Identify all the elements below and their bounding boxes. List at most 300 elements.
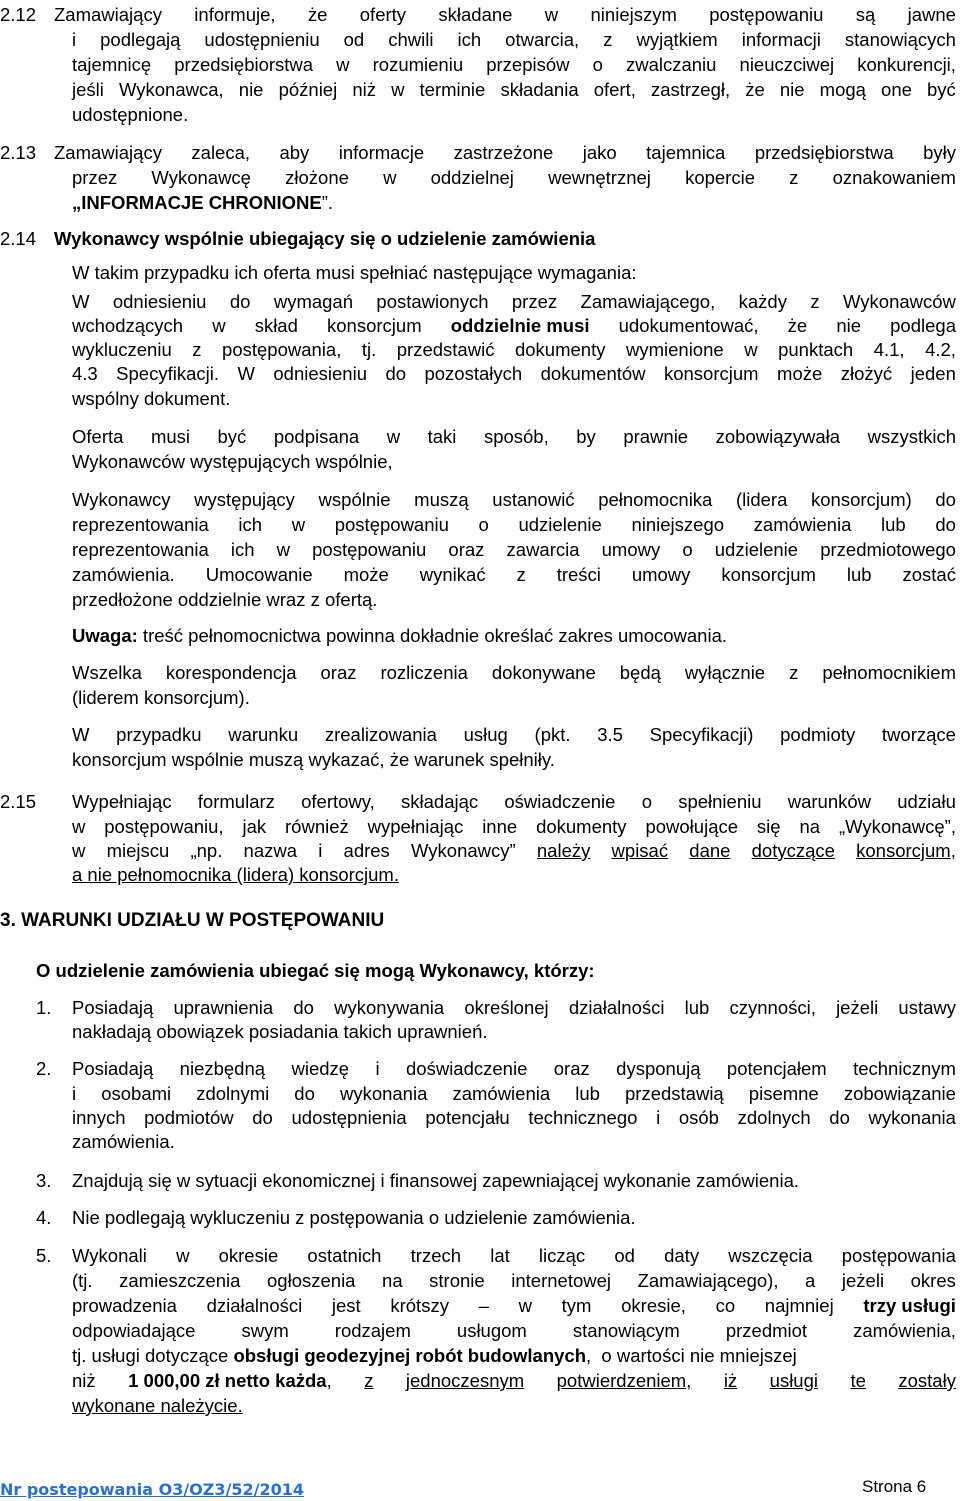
s214-p3-line-1	[72, 487, 956, 512]
word: umowy	[601, 539, 661, 560]
word: Wykonawcy”	[411, 840, 516, 861]
s213-line-1	[54, 140, 956, 165]
word: od	[343, 29, 365, 50]
item-5-line-4	[72, 1318, 956, 1343]
word: Posiadają	[72, 1058, 154, 1079]
uwaga-label: Uwaga:	[72, 625, 138, 646]
word: do	[385, 363, 407, 384]
word: skład	[254, 315, 298, 336]
word: przez	[72, 167, 118, 188]
word: zostały	[898, 1370, 956, 1391]
word: mogą	[819, 79, 866, 100]
word: ofert,	[593, 79, 636, 100]
item-3-line-1: Znajdują się w sytuacji ekonomicznej i finansowej zapewniającej wykonanie zamówienia.	[72, 1170, 800, 1191]
word: odpowiadające	[72, 1320, 196, 1341]
word: spełnieniu	[678, 791, 762, 812]
word: każdy	[738, 291, 787, 312]
item-2-line-2	[72, 1081, 956, 1106]
word: konsorcjum	[327, 315, 422, 336]
word: w	[391, 79, 405, 100]
word: wyłącznie	[684, 662, 766, 683]
word: przypadku	[116, 724, 202, 745]
word: będą	[619, 662, 661, 683]
item-5-line-7: wykonane należycie.	[72, 1395, 243, 1416]
word: wszystkich	[867, 426, 956, 447]
word: zamówienia.	[72, 564, 175, 585]
s212-line-3	[72, 52, 956, 77]
s214-p4-line-1	[72, 660, 956, 685]
word: tajemnicę	[72, 54, 152, 75]
word: Specyfikacji.	[116, 363, 219, 384]
word: z	[192, 339, 202, 360]
word: (pkt.	[534, 724, 571, 745]
s214-p4-line-2: (liderem konsorcjum).	[72, 687, 250, 708]
s214-p3-line-5: przedłożone oddzielnie wraz z ofertą.	[72, 589, 378, 610]
word: postępowaniu	[334, 514, 449, 535]
word: z	[364, 1370, 374, 1391]
word: Specyfikacji)	[649, 724, 754, 745]
word: oddzielnej	[430, 167, 514, 188]
word: do	[252, 1107, 273, 1128]
word: oznakowaniem	[832, 167, 956, 188]
word: wykonania	[339, 1083, 428, 1104]
word: 3.5	[597, 724, 623, 745]
word: reprezentowania	[72, 539, 209, 560]
word: jeżeli	[836, 997, 879, 1018]
item-2-line-4: zamówienia.	[72, 1131, 175, 1152]
word: krótszy	[390, 1295, 449, 1316]
word: one	[881, 79, 912, 100]
word: oraz	[320, 662, 357, 683]
word: Zamawiającego),	[637, 1270, 779, 1291]
word: stanowiącym	[572, 1320, 680, 1341]
item-4-number: 4.	[36, 1207, 52, 1228]
s214-p2-line-1	[72, 424, 956, 449]
word: udostępnienia	[291, 1107, 407, 1128]
word: ich	[238, 514, 263, 535]
section-number-2-13: 2.13	[0, 142, 37, 163]
word: tj.	[361, 339, 377, 360]
item-2-line-1	[72, 1056, 956, 1081]
word: Wykonawcę	[151, 167, 251, 188]
word: do	[294, 1083, 315, 1104]
word: przedsiębiorstwa	[174, 54, 314, 75]
word: nie	[779, 79, 805, 100]
item-5-line-5: tj. usługi dotyczące obsługi geodezyjnej robót budowlanych, o wartości nie mniejszej	[72, 1345, 797, 1366]
word: przedmiotowego	[820, 539, 956, 560]
word: złożone	[285, 167, 349, 188]
word: tajemnica	[646, 142, 726, 163]
word: i	[375, 1058, 380, 1079]
item-5-line-6: niż 1 000,00 zł netto każda, z jednoczesnym potwierdzeniem, iż usługi te zostały	[72, 1370, 956, 1391]
word: ogłoszenia	[267, 1270, 356, 1291]
word: w	[544, 4, 559, 25]
word: że	[307, 4, 328, 25]
word: i	[72, 1083, 77, 1104]
word: do	[293, 997, 314, 1018]
item-1-number: 1.	[36, 997, 52, 1018]
s214-p3-line-4	[72, 562, 956, 587]
s214-p5-line-1	[72, 722, 956, 747]
word: złożyć	[840, 363, 893, 384]
word: trzech	[410, 1245, 462, 1266]
s214-p3-line-3	[72, 537, 956, 562]
word: zobowiązanie	[843, 1083, 956, 1104]
s212-line-1	[54, 2, 956, 27]
word: „np.	[190, 840, 223, 861]
word: 4.1,	[873, 339, 905, 360]
s214-p2-line-2: Wykonawców występujących wspólnie,	[72, 451, 393, 472]
word: być	[927, 79, 956, 100]
word: występujący	[194, 489, 295, 510]
word: potwierdzeniem,	[556, 1370, 692, 1391]
word: w	[744, 339, 758, 360]
word: może	[777, 363, 823, 384]
word: wszczęcia	[728, 1245, 813, 1266]
word: chwili	[388, 29, 434, 50]
word: potencjałem	[726, 1058, 827, 1079]
s214-title: Wykonawcy wspólnie ubiegający się o udzielenie zamówienia	[54, 228, 596, 249]
word: przepisów	[486, 54, 570, 75]
word: i	[72, 29, 77, 50]
word: o	[641, 791, 652, 812]
word: technicznego	[528, 1107, 638, 1128]
word: lat	[490, 1245, 510, 1266]
word: ustawy	[898, 997, 956, 1018]
s214-p1-line-2: wchodzących w skład konsorcjum oddzielnie musi udokumentować, że nie podlega	[72, 315, 956, 336]
section-3-subheading: O udzielenie zamówienia ubiegać się mogą Wykonawcy, którzy:	[36, 960, 595, 981]
word: zastrzeżone	[453, 142, 554, 163]
s214-uwaga: Uwaga: treść pełnomocnictwa powinna dokładnie określać zakres umocowania.	[72, 625, 728, 646]
word: (tj.	[72, 1270, 93, 1291]
word: prawnie	[623, 426, 689, 447]
s212-line-4	[72, 77, 956, 102]
word: muszą	[414, 489, 469, 510]
section-number-2-14: 2.14	[0, 228, 37, 249]
item-2-line-3	[72, 1105, 956, 1130]
word: w	[72, 840, 86, 861]
word: w	[72, 816, 86, 837]
word: udzielenie	[714, 539, 799, 560]
word: sposób,	[483, 426, 549, 447]
word: wiedzę	[291, 1058, 350, 1079]
word: formularz	[197, 791, 275, 812]
word: okresie	[218, 1245, 279, 1266]
s215-line-2	[72, 814, 956, 839]
word: ustanowić	[492, 489, 575, 510]
word: przedstawić	[396, 339, 495, 360]
word: o	[682, 539, 693, 560]
word: postępowania	[841, 1245, 956, 1266]
section-number-2-12: 2.12	[0, 4, 37, 25]
word: z	[810, 291, 820, 312]
word: do	[829, 1107, 850, 1128]
word: należy	[536, 840, 591, 861]
item-1-line-1	[72, 995, 956, 1020]
informacje-chronione-label: „INFORMACJE CHRONIONE	[72, 192, 322, 213]
word: być	[217, 426, 247, 447]
word: podmiotów	[144, 1107, 234, 1128]
footer-page-number: Strona 6	[862, 1477, 927, 1496]
word: otwarcia,	[505, 29, 580, 50]
item-1-line-2: nakładają obowiązek posiadania takich uprawnień.	[72, 1021, 488, 1042]
word: zdolnych	[737, 1107, 811, 1128]
word: przedstawią	[625, 1083, 724, 1104]
word: Zamawiający	[54, 142, 162, 163]
word: miejscu	[106, 840, 170, 861]
word: osób	[678, 1107, 719, 1128]
word: dokonywane	[491, 662, 596, 683]
s215-line-3	[72, 838, 956, 863]
word: zostać	[902, 564, 956, 585]
s214-p1-line-3	[72, 337, 956, 362]
word: pisemne	[748, 1083, 819, 1104]
word: zdolnymi	[196, 1083, 270, 1104]
word: do	[229, 291, 251, 312]
word: o	[592, 54, 603, 75]
word: „Wykonawcę”,	[838, 816, 956, 837]
word: niezbędną	[179, 1058, 266, 1079]
item-4-line-1: Nie podlegają wykluczeniu z postępowania o udzielenie zamówienia.	[72, 1207, 636, 1228]
word: wykluczeniu	[72, 339, 172, 360]
word: punktach	[778, 339, 854, 360]
word: a	[805, 1270, 816, 1291]
word: licząc	[538, 1245, 586, 1266]
word: udziału	[897, 791, 956, 812]
word: oświadczenie	[504, 791, 616, 812]
word: lub	[846, 564, 872, 585]
word: o	[478, 514, 489, 535]
s214-intro: W takim przypadku ich oferta musi spełniać następujące wymagania:	[72, 262, 637, 283]
word: Umocowanie	[205, 564, 313, 585]
word: że	[787, 315, 808, 336]
word: oraz	[553, 1058, 590, 1079]
word: konsorcjum,	[856, 840, 956, 861]
word: w	[383, 167, 397, 188]
word: wspólnie	[318, 489, 391, 510]
word: udzielenie	[518, 514, 602, 535]
s215-line-1	[72, 789, 956, 814]
word: podmioty	[780, 724, 856, 745]
word: co	[715, 1295, 736, 1316]
word: potencjału	[425, 1107, 510, 1128]
word: lub	[575, 1083, 600, 1104]
word: okres	[910, 1270, 956, 1291]
word: warunku	[228, 724, 299, 745]
word: ich	[457, 29, 482, 50]
word: pozostałych	[424, 363, 523, 384]
word: umowy	[631, 564, 691, 585]
word: zamieszczenia	[119, 1270, 241, 1291]
word: zawarcia	[506, 539, 580, 560]
word: ofertowy,	[301, 791, 375, 812]
word: z	[789, 167, 799, 188]
word: treści	[556, 564, 601, 585]
item-5-line-1	[72, 1243, 956, 1268]
section-number-2-15: 2.15	[0, 791, 37, 812]
word: niniejszego	[631, 514, 725, 535]
word: przez	[511, 291, 558, 312]
word: się	[756, 816, 781, 837]
word: wpisać	[611, 840, 669, 861]
word: zastrzegł,	[650, 79, 731, 100]
word: podlega	[890, 315, 956, 336]
word: wchodzących	[72, 315, 184, 336]
word: wymagań	[273, 291, 354, 312]
word: musi	[150, 426, 190, 447]
s212-line-2	[72, 27, 956, 52]
word: może	[343, 564, 389, 585]
word: w	[336, 54, 350, 75]
word: internetowej	[511, 1270, 612, 1291]
word: udokumentować,	[618, 315, 759, 336]
word: okresie,	[621, 1295, 686, 1316]
word: Wykonali	[72, 1245, 147, 1266]
s214-p1-line-4	[72, 361, 956, 386]
word: czynności,	[729, 997, 816, 1018]
word: są	[855, 4, 876, 25]
word: najmniej	[764, 1295, 834, 1316]
item-2-number: 2.	[36, 1058, 52, 1079]
word: W	[72, 291, 90, 312]
word: wewnętrznej	[548, 167, 651, 188]
word: inne	[482, 816, 518, 837]
word: podlegają	[100, 29, 181, 50]
word: technicznym	[853, 1058, 956, 1079]
word: informuje,	[194, 4, 276, 25]
word: w	[518, 1295, 532, 1316]
word: lub	[881, 514, 906, 535]
word: i	[656, 1107, 661, 1128]
word: korespondencja	[165, 662, 297, 683]
word: składane	[438, 4, 513, 25]
word: Wykonawców	[842, 291, 956, 312]
word: jeżeli	[841, 1270, 885, 1291]
word: z	[789, 662, 799, 683]
word: jeden	[910, 363, 956, 384]
word: stronie	[429, 1270, 485, 1291]
word: do	[935, 489, 956, 510]
word: prowadzenia	[72, 1295, 177, 1316]
word: Oferta	[72, 426, 124, 447]
s215-line-4: a nie pełnomocnika (lidera) konsorcjum.	[72, 864, 399, 885]
word: usługom	[456, 1320, 527, 1341]
word: dokumentów	[540, 363, 646, 384]
word: z	[516, 564, 526, 585]
word: konsorcjum	[663, 363, 759, 384]
word: w	[176, 1245, 190, 1266]
word: W	[72, 724, 90, 745]
word: dokumenty	[514, 339, 606, 360]
s214-p5-line-2: konsorcjum wspólnie muszą wykazać, że warunek spełniły.	[72, 749, 555, 770]
word: jeśli	[72, 79, 104, 100]
word: na	[382, 1270, 403, 1291]
word: –	[478, 1295, 489, 1316]
word: wypełniając	[367, 816, 464, 837]
word: wynikać	[419, 564, 486, 585]
word: nazwa	[243, 840, 298, 861]
word: usługi	[769, 1370, 818, 1391]
word: udostępnieniu	[204, 29, 320, 50]
word: taki	[427, 426, 457, 447]
word: Wykonawca,	[118, 79, 224, 100]
word: konsorcjum	[721, 564, 816, 585]
word: aby	[279, 142, 310, 163]
word: przedmiot	[725, 1320, 808, 1341]
word: adres	[343, 840, 390, 861]
word: ostatnich	[307, 1245, 382, 1266]
word: iż	[723, 1370, 738, 1391]
word: do	[935, 514, 956, 535]
s212-line-5: udostępnione.	[72, 104, 189, 125]
word: zamówienia	[753, 514, 852, 535]
word: działalności	[568, 997, 665, 1018]
word: doświadczenie	[406, 1058, 528, 1079]
s214-p1-line-5: wspólny dokument.	[72, 388, 231, 409]
word: Wszelka	[72, 662, 142, 683]
word: postępowaniu	[709, 4, 824, 25]
word: jednoczesnym	[405, 1370, 525, 1391]
word: przedsiębiorstwa	[754, 142, 894, 163]
word: powołujące	[645, 816, 739, 837]
word: rozliczenia	[380, 662, 468, 683]
word: rozumieniu	[372, 54, 464, 75]
word: nie	[836, 315, 862, 336]
word: że	[745, 79, 765, 100]
word: jak	[242, 816, 267, 837]
word: kopercie	[685, 167, 755, 188]
word: jako	[582, 142, 617, 163]
word: 4.2,	[925, 339, 956, 360]
word: i	[318, 840, 323, 861]
section-3-heading: 3. WARUNKI UDZIAŁU W POSTĘPOWANIU	[0, 910, 385, 931]
word: tym	[561, 1295, 592, 1316]
word: w	[386, 426, 401, 447]
word: wykonania	[868, 1107, 956, 1128]
word: pełnomocnikiem	[822, 662, 956, 683]
word: w	[276, 539, 291, 560]
word: postępowaniu,	[104, 816, 224, 837]
item-5-line-3: prowadzenia działalności jest krótszy – w tym okresie, co najmniej trzy usługi	[72, 1295, 956, 1316]
word: zrealizowania	[324, 724, 437, 745]
word: zaleca,	[191, 142, 251, 163]
s213-line-3: „INFORMACJE CHRONIONE”.	[72, 192, 334, 213]
word: osobami	[101, 1083, 172, 1104]
word: podpisana	[273, 426, 360, 447]
word: innych	[72, 1107, 126, 1128]
word: pełnomocnika	[598, 489, 713, 510]
word: swym	[241, 1320, 289, 1341]
word: dysponują	[616, 1058, 701, 1079]
word: były	[923, 142, 956, 163]
word: rodzajem	[334, 1320, 411, 1341]
word: tworzące	[881, 724, 956, 745]
item-5-line-2	[72, 1268, 956, 1293]
word: Wykonawcy	[72, 489, 171, 510]
s214-p1-line-1	[72, 289, 956, 314]
word: reprezentowania	[72, 514, 209, 535]
word: wymienione	[625, 339, 724, 360]
s213-line-2	[72, 165, 956, 190]
word: niniejszym	[590, 4, 677, 25]
word: nie	[238, 79, 264, 100]
word: na	[799, 816, 821, 837]
word: Wypełniając	[72, 791, 172, 812]
word: konsorcjum)	[811, 489, 912, 510]
word: Zamawiający	[54, 4, 162, 25]
word: informacje	[338, 142, 425, 163]
item-5-number: 5.	[36, 1245, 52, 1266]
